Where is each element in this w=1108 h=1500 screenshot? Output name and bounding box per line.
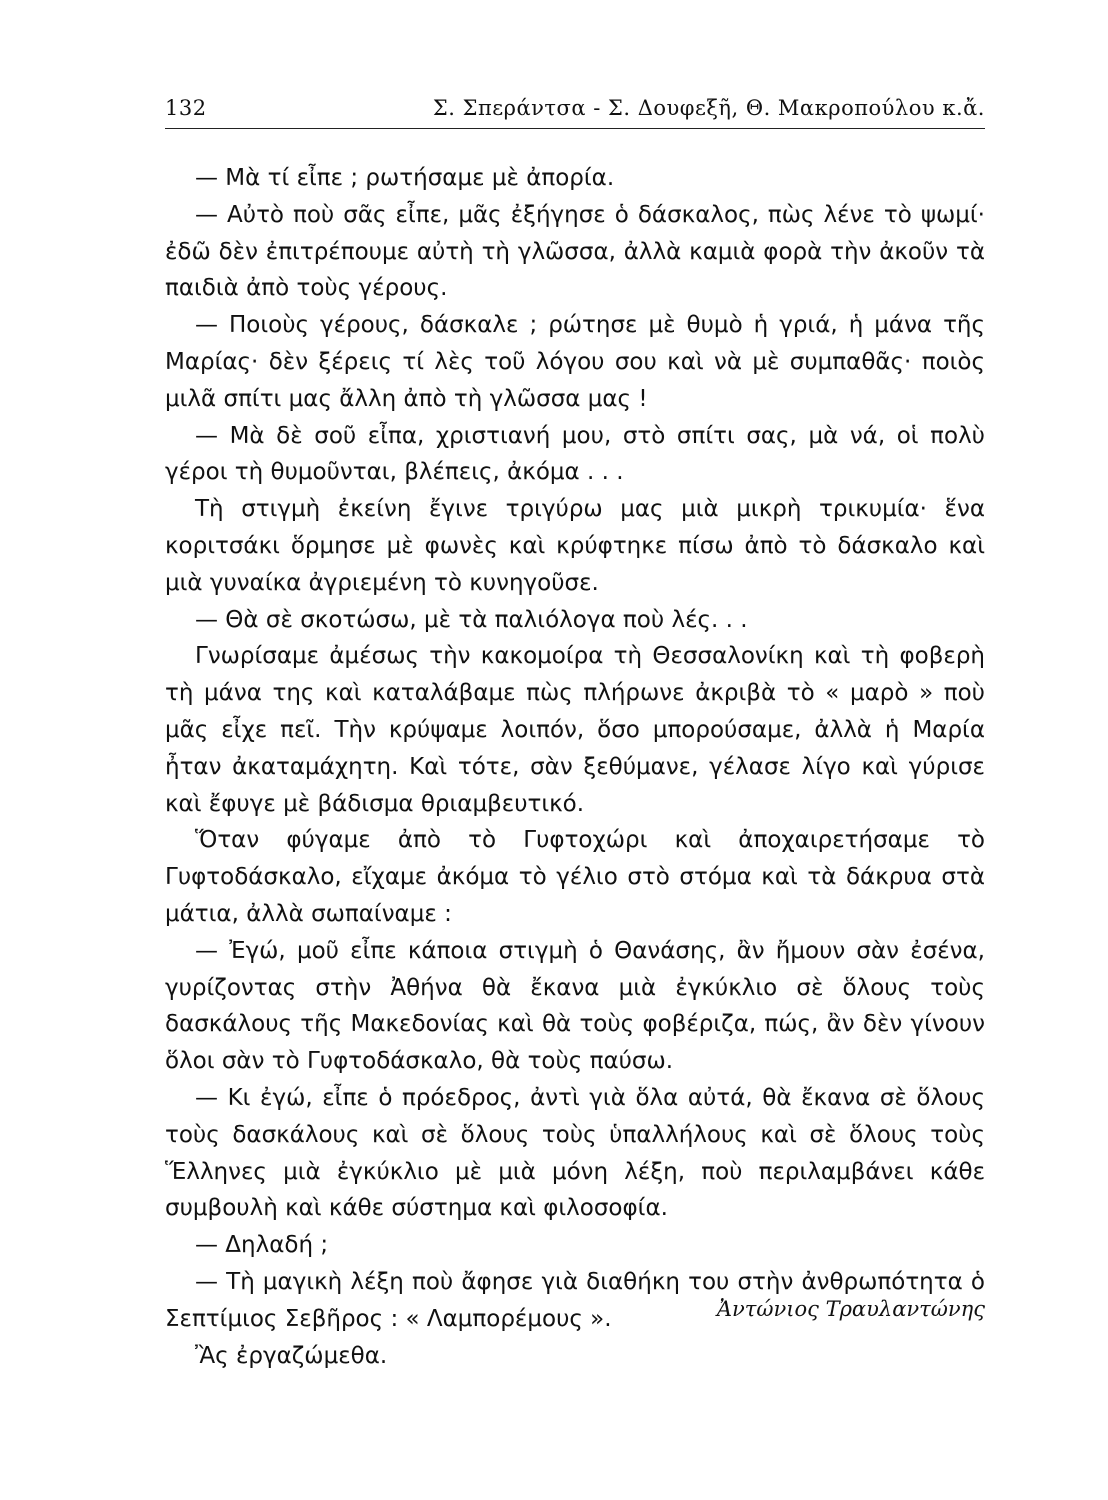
paragraph: — Αὐτὸ ποὺ σᾶς εἶπε, μᾶς ἐξήγησε ὁ δάσκαλος, πὼς λένε τὸ ψωμί· ἐδῶ δὲν ἐπιτρέπουμε αὐτὴ τὴ γλῶσσα, ἀλλὰ καμιὰ φορὰ τὴν ἀκοῦν τὰ παιδιὰ ἀπὸ τοὺς γέρους.	[165, 201, 985, 302]
running-head: Σ. Σπεράντσα - Σ. Δουφεξῆ, Θ. Μακροπούλου κ.ἄ.	[432, 96, 985, 120]
paragraph: — Θὰ σὲ σκοτώσω, μὲ τὰ παλιόλογα ποὺ λές. . .	[195, 606, 748, 633]
paragraph: — Κι ἐγώ, εἶπε ὁ πρόεδρος, ἀντὶ γιὰ ὅλα αὐτά, θὰ ἔκανα σὲ ὅλους τοὺς δασκάλους καὶ σὲ ὅλους τοὺς ὑπαλλήλους καὶ σὲ ὅλους τοὺς Ἕλληνες μιὰ ἐγκύκλιο μὲ μιὰ μόνη λέξη, ποὺ περιλαμβάνει κάθε συμβουλὴ καὶ κάθε σύστημα καὶ φιλοσοφία.	[165, 1084, 985, 1222]
paragraph: — Μὰ τί εἶπε ; ρωτήσαμε μὲ ἀπορία.	[195, 165, 615, 191]
author-signature: Ἀντώνιος Τραυλαντώνης	[716, 1297, 985, 1321]
paragraph: — Ἐγώ, μοῦ εἶπε κάποια στιγμὴ ὁ Θανάσης, ἂν ἤμουν σὰν ἐσένα, γυρίζοντας στὴν Ἀθήνα θὰ ἔκανα μιὰ ἐγκύκλιο σὲ ὅλους τοὺς δασκάλους τῆς Μακεδονίας καὶ θὰ τοὺς φοβέριζα, πώς, ἂν δὲν γίνουν ὅλοι σὰν τὸ Γυφτοδάσκαλο, θὰ τοὺς παύσω.	[165, 937, 985, 1075]
paragraph: Ἂς ἐργαζώμεθα.	[195, 1342, 388, 1369]
paragraph: — Τὴ μαγικὴ λέξη ποὺ ἄφησε γιὰ διαθήκη του στὴν ἀνθρωπότητα ὁ Σεπτίμιος Σεβῆρος : « Λαμπορέμους ».	[165, 1268, 985, 1332]
header-rule	[165, 128, 985, 129]
paragraph: Τὴ στιγμὴ ἐκείνη ἔγινε τριγύρω μας μιὰ μικρὴ τρικυμία· ἕνα κοριτσάκι ὅρμησε μὲ φωνὲς καὶ κρύφτηκε πίσω ἀπὸ τὸ δάσκαλο καὶ μιὰ γυναίκα ἀγριεμένη τὸ κυνηγοῦσε.	[165, 496, 985, 596]
paragraph: — Μὰ δὲ σοῦ εἶπα, χριστιανή μου, στὸ σπίτι σας, μὰ νά, οἱ πολὺ γέροι τὴ θυμοῦνται, βλέπεις, ἀκόμα . . .	[165, 422, 985, 486]
body-text	[165, 160, 985, 1374]
paragraph: Ὅταν φύγαμε ἀπὸ τὸ Γυφτοχώρι καὶ ἀποχαιρετήσαμε τὸ Γυφτοδάσκαλο, εἴχαμε ἀκόμα τὸ γέλιο στὸ στόμα καὶ τὰ δάκρυα στὰ μάτια, ἀλλὰ σωπαίναμε :	[165, 827, 985, 927]
paragraph: Γνωρίσαμε ἀμέσως τὴν κακομοίρα τὴ Θεσσαλονίκη καὶ τὴ φοβερὴ τὴ μάνα της καὶ καταλάβαμε πὼς πλήρωνε ἀκριβὰ τὸ « μαρὸ » ποὺ μᾶς εἶχε πεῖ. Τὴν κρύψαμε λοιπόν, ὅσο μπορούσαμε, ἀλλὰ ἡ Μαρία ἦταν ἀκαταμάχητη. Καὶ τότε, σὰν ξεθύμανε, γέλασε λίγο καὶ γύρισε καὶ ἔφυγε μὲ βάδισμα θριαμβευτικό.	[165, 643, 985, 817]
paragraph: — Ποιοὺς γέρους, δάσκαλε ; ρώτησε μὲ θυμὸ ἡ γριά, ἡ μάνα τῆς Μαρίας· δὲν ξέρεις τί λὲς τοῦ λόγου σου καὶ νὰ μὲ συμπαθᾶς· ποιὸς μιλᾶ σπίτι μας ἄλλη ἀπὸ τὴ γλῶσσα μας !	[165, 312, 985, 412]
page-header	[165, 96, 985, 136]
page-number: 132	[165, 96, 207, 120]
paragraph: — Δηλαδή ;	[195, 1232, 329, 1259]
